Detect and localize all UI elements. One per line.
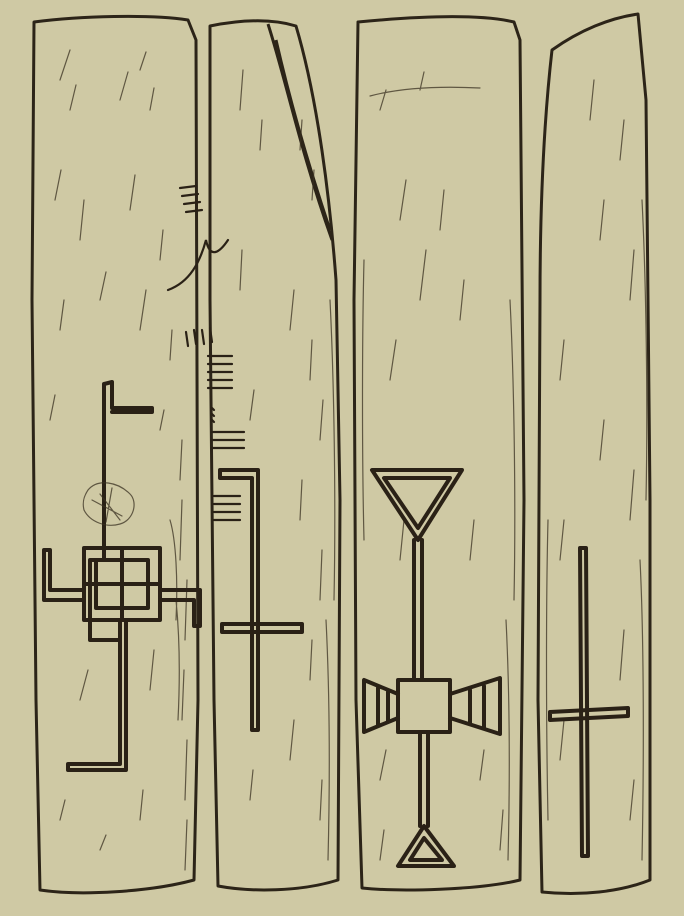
stone-2-chipped-edge bbox=[268, 24, 332, 240]
stone-3-left-wedge bbox=[364, 680, 398, 732]
stone-2 bbox=[168, 21, 340, 890]
stone-1-bottom-hook bbox=[68, 620, 126, 770]
stone-2-hatching bbox=[240, 70, 335, 860]
stone-4-cross bbox=[550, 548, 628, 856]
stone-1-damaged-patch bbox=[83, 483, 134, 525]
stone-4-outline bbox=[538, 14, 650, 894]
stone-1-box bbox=[84, 548, 160, 620]
stone-4-hatching bbox=[547, 80, 647, 860]
stone-1-outline bbox=[32, 16, 198, 892]
stone-3-triangle-top bbox=[372, 470, 462, 540]
stone-3 bbox=[354, 17, 524, 890]
stone-2-outline bbox=[210, 21, 340, 890]
stone-1 bbox=[32, 16, 200, 892]
ogham-group-3 bbox=[186, 328, 212, 346]
stone-4 bbox=[538, 14, 650, 894]
stone-1-left-arm bbox=[44, 550, 84, 600]
ogham-group-6 bbox=[212, 432, 244, 448]
stone-3-center-box bbox=[398, 680, 450, 732]
stone-2-cross bbox=[220, 470, 302, 730]
stone-3-right-wedge bbox=[450, 678, 500, 734]
stone-1-right-arm bbox=[160, 590, 200, 626]
ogham-group-7 bbox=[214, 496, 240, 520]
stone-3-cross bbox=[364, 470, 500, 866]
ogham-group-1 bbox=[180, 186, 202, 212]
stone-3-triangle-bottom bbox=[398, 826, 454, 866]
stone-3-hatching bbox=[363, 72, 515, 860]
stone-3-outline bbox=[354, 17, 524, 890]
